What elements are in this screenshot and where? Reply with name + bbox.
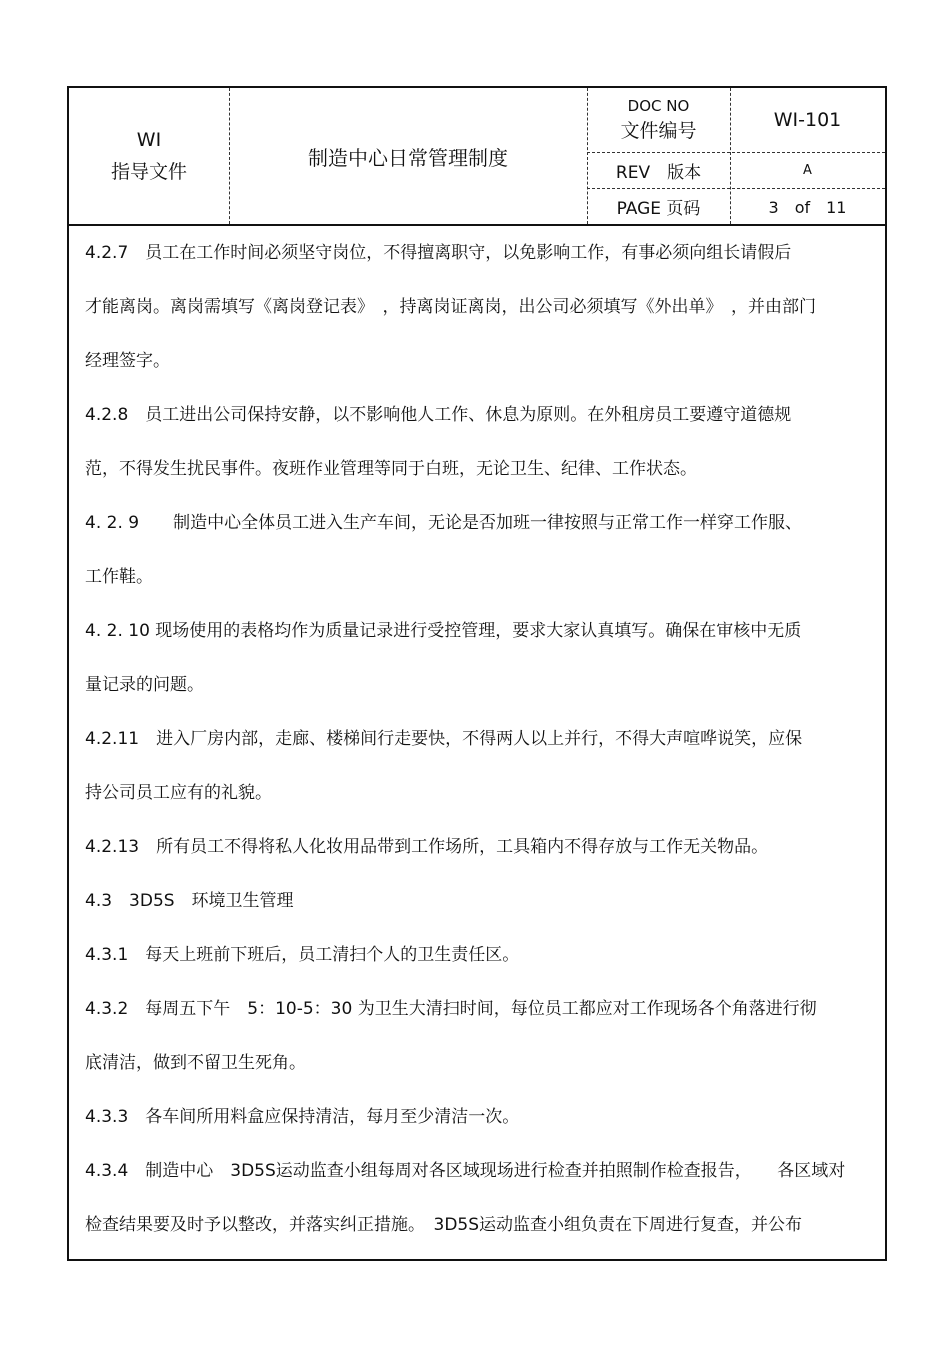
header-divider (229, 88, 230, 224)
header-divider (730, 88, 731, 224)
body-line: 4.3 3D5S 环境卫生管理 (85, 891, 294, 911)
page-value: 3 of 11 (768, 197, 847, 217)
header-divider (587, 88, 588, 224)
body-line: 4.2.13 所有员工不得将私人化妆用品带到工作场所，工具箱内不得存放与工作无关物品。 (85, 837, 769, 857)
doc-no-label (587, 88, 730, 152)
doc-no-en: DOC NO (627, 97, 690, 115)
document-body (85, 226, 875, 1252)
wi-cn-label: 指导文件 (110, 161, 187, 183)
body-line: 量记录的问题。 (85, 675, 204, 695)
body-line: 检查结果要及时予以整改，并落实纠正措施。 3D5S运动监查小组负责在下周进行复查，并公布 (85, 1215, 803, 1235)
body-line: 4.3.1 每天上班前下班后，员工清扫个人的卫生责任区。 (85, 945, 520, 965)
body-line: 经理签字。 (85, 351, 170, 371)
body-line: 4. 2. 10 现场使用的表格均作为质量记录进行受控管理，要求大家认真填写。确保在审核中无质 (85, 621, 802, 641)
body-line: 4.3.4 制造中心 3D5S运动监查小组每周对各区域现场进行检查并拍照制作检查报告， 各区域对 (85, 1161, 846, 1181)
header-divider (587, 188, 885, 189)
rev-label: REV 版本 (615, 162, 702, 183)
body-line: 范，不得发生扰民事件。夜班作业管理等同于白班，无论卫生、纪律、工作状态。 (85, 459, 697, 479)
document-frame (67, 86, 887, 1261)
doc-no-cn: 文件编号 (620, 120, 697, 142)
body-line: 4.3.3 各车间所用料盒应保持清洁，每月至少清洁一次。 (85, 1107, 520, 1127)
document-title: 制造中心日常管理制度 (308, 145, 508, 170)
body-line: 4.3.2 每周五下午 5：10-5：30 为卫生大清扫时间，每位员工都应对工作现场各个角落进行彻 (85, 999, 817, 1019)
body-line: 才能离岗。离岗需填写《离岗登记表》 ，持离岗证离岗，出公司必须填写《外出单》 ，并由部门 (85, 297, 816, 317)
document-header (69, 88, 885, 226)
body-line: 4. 2. 9 制造中心全体员工进入生产车间，无论是否加班一律按照与正常工作一样穿工作服、 (85, 513, 803, 533)
wi-cell (69, 88, 229, 224)
body-line: 持公司员工应有的礼貌。 (85, 783, 272, 803)
body-line: 底清洁，做到不留卫生死角。 (85, 1053, 306, 1073)
header-divider (587, 152, 885, 153)
doc-no-value: WI-101 (773, 109, 842, 131)
body-line: 4.2.11 进入厂房内部，走廊、楼梯间行走要快，不得两人以上并行，不得大声喧哗说笑，应保 (85, 729, 803, 749)
rev-value: A (803, 162, 812, 178)
wi-label: WI (136, 129, 162, 151)
body-line: 工作鞋。 (85, 567, 153, 587)
body-line: 4.2.7 员工在工作时间必须坚守岗位，不得擅离职守，以免影响工作，有事必须向组长请假后 (85, 243, 792, 263)
body-line: 4.2.8 员工进出公司保持安静，以不影响他人工作、休息为原则。在外租房员工要遵守道德规 (85, 405, 792, 425)
page-label: PAGE 页码 (616, 198, 701, 219)
